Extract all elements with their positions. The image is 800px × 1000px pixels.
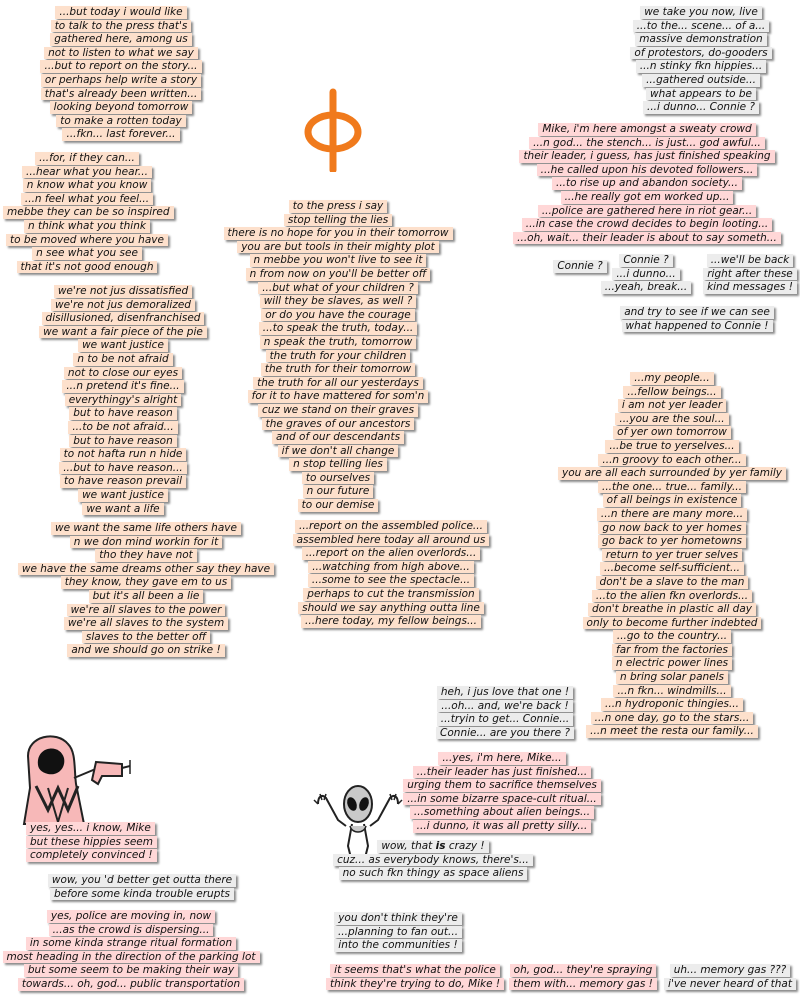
reporter-spraying — [508, 964, 658, 991]
speech-line: n our future — [303, 485, 374, 498]
reporter-convinced — [26, 822, 186, 863]
anchor-crazy — [328, 840, 538, 881]
speech-line: to talk to the press that's — [51, 20, 192, 33]
speech-line: kind messages ! — [703, 281, 797, 294]
speech-line: ...hear what you hear... — [22, 166, 152, 179]
speech-line: i've never heard of that — [664, 978, 796, 991]
speech-line: n we don mind workin for it — [70, 536, 222, 549]
speech-line: they know, they gave em to us — [61, 576, 231, 589]
speech-line: uh... memory gas ??? — [670, 964, 791, 977]
speech-line: of all beings in existence — [603, 494, 742, 507]
speech-line: to have reason prevail — [60, 475, 186, 488]
speech-line: disillusioned, disenfranchised — [42, 312, 205, 325]
speech-line: we're not jus dissatisfied — [54, 285, 192, 298]
speech-line: we want a fair piece of the pie — [39, 326, 207, 339]
speech-line: n to be not afraid — [73, 353, 172, 366]
speech-line: ...n meet the resta our family... — [586, 725, 758, 738]
speech-line: don't be a slave to the man — [596, 576, 749, 589]
speech-line: but to have reason — [69, 435, 177, 448]
speech-line: ...watching from high above... — [308, 561, 474, 574]
speech-line: ...to the... scene... of a... — [633, 20, 770, 33]
speech-line: most heading in the direction of the parking lot — [3, 951, 260, 964]
speech-line: ...their leader has just finished... — [413, 766, 591, 779]
speech-line: you are all each surrounded by yer family — [558, 467, 786, 480]
speech-line: but to have reason — [69, 407, 177, 420]
speech-line: ...some to see the spectacle... — [308, 574, 474, 587]
speech-line: ...be true to yerselves... — [605, 440, 738, 453]
speech-line: tho they have not — [95, 549, 197, 562]
speech-line: ...the one... true... family... — [598, 481, 746, 494]
speech-line: the truth for your children — [266, 350, 411, 363]
speech-line: ...oh, wait... their leader is about to say someth... — [513, 232, 781, 245]
speech-line: think they're trying to do, Mike ! — [326, 978, 504, 991]
speech-line: them with... memory gas ! — [509, 978, 657, 991]
speech-line: ...but to report on the story... — [40, 60, 201, 73]
speech-line: ...but what of your children ? — [258, 282, 418, 295]
speech-line: ...something about alien beings... — [410, 806, 594, 819]
speech-line: ...as the crowd is dispersing... — [49, 924, 214, 937]
speech-line: wow, that is crazy ! — [377, 840, 488, 853]
speech-line: to our demise — [298, 499, 379, 512]
speech-line: n speak the truth, tomorrow — [260, 336, 416, 349]
speech-line: perhaps to cut the transmission — [303, 588, 478, 601]
speech-line: n stop telling lies — [289, 458, 387, 471]
speech-line: ...report on the alien overlords... — [302, 547, 481, 560]
speech-line: ...here today, my fellow beings... — [301, 615, 481, 628]
speech-line: everythingy's alright — [65, 394, 182, 407]
speech-line: n think what you think — [24, 220, 150, 233]
speech-line: ...report on the assembled police... — [295, 520, 487, 533]
speech-line: not to listen to what we say — [44, 47, 198, 60]
anchor-connie-break — [598, 254, 694, 295]
speech-line: yes, police are moving in, now — [47, 910, 215, 923]
speech-line: n from now on you'll be better off — [246, 268, 431, 281]
speech-line: to be moved where you have — [6, 234, 168, 247]
speech-line: to not hafta run n hide — [60, 448, 187, 461]
speech-line: ...he really got em worked up... — [561, 191, 734, 204]
speech-line: but these hippies seem — [26, 836, 157, 849]
speech-line: wow, you 'd better get outta there — [48, 874, 236, 887]
speech-hear-what — [3, 152, 171, 274]
speech-line: go now back to yer homes — [598, 522, 745, 535]
speech-line: to the press i say — [289, 200, 388, 213]
speech-line: of protestors, do-gooders — [630, 47, 771, 60]
anchor-try-to-see — [612, 306, 782, 333]
speech-line: ...to speak the truth, today... — [259, 322, 418, 335]
speech-line: before some kinda trouble erupts — [50, 888, 234, 901]
speech-line: assembled here today all around us — [293, 534, 490, 547]
speech-dissatisfied — [32, 285, 214, 516]
speech-line: ...gathered outside... — [642, 74, 760, 87]
speech-line: we take you now, live — [640, 6, 762, 19]
speech-my-people — [552, 372, 792, 739]
speech-line: the truth for all our yesterdays — [253, 377, 423, 390]
reporter-police-moving — [0, 910, 262, 992]
speech-line: ...my people... — [630, 372, 713, 385]
phi-logo-icon — [300, 88, 366, 172]
speech-line: we're all slaves to the system — [64, 617, 228, 630]
speech-line: ...but today i would like — [55, 6, 186, 19]
speech-line: cuz... as everybody knows, there's... — [333, 854, 533, 867]
speech-line: n know what you know — [23, 179, 152, 192]
speech-line: that it's not good enough — [17, 261, 158, 274]
speech-line: right after these — [703, 268, 797, 281]
speech-line: cuz we stand on their graves — [258, 404, 418, 417]
speech-line: ...for, if they can... — [35, 152, 139, 165]
speech-line: urging them to sacrifice themselves — [403, 779, 601, 792]
speech-line: go back to yer hometowns — [598, 535, 746, 548]
reporter-mike-report — [512, 123, 782, 245]
speech-line: mebbe they can be so inspired — [3, 206, 174, 219]
speech-line: Mike, i'm here amongst a sweaty crowd — [538, 123, 755, 136]
speech-line: into the communities ! — [334, 939, 461, 952]
speech-line: n see what you see — [32, 247, 142, 260]
speech-line: ...in case the crowd decides to begin looting... — [522, 218, 773, 231]
anchor-get-outta — [44, 874, 240, 901]
speech-line: no such fkn thingy as space aliens — [339, 867, 528, 880]
speech-line: ...i dunno, it was all pretty silly... — [413, 820, 592, 833]
speech-line: to ourselves — [302, 472, 374, 485]
speech-line: n mebbe you won't live to see it — [250, 254, 427, 267]
speech-same-life — [8, 522, 284, 658]
speech-line: ...to rise up and abandon society... — [552, 177, 742, 190]
speech-line: you are but tools in their mighty plot — [237, 241, 439, 254]
speech-line: the truth for their tomorrow — [261, 363, 415, 376]
anchor-love-that-one — [430, 686, 580, 740]
speech-line: and try to see if we can see — [620, 306, 774, 319]
speech-line: ...n fkn... windmills... — [613, 685, 730, 698]
speech-line: and of our descendants — [272, 431, 404, 444]
anchor-be-back — [698, 254, 800, 295]
speech-line: stop telling the lies — [284, 214, 392, 227]
speech-line: or perhaps help write a story — [41, 74, 201, 87]
speech-line: i am not yer leader — [618, 399, 726, 412]
reporter-yes-mike — [402, 752, 602, 834]
speech-line: ...police are gathered here in riot gear... — [538, 205, 756, 218]
speech-to-the-press — [218, 200, 458, 513]
speech-line: yes, yes... i know, Mike — [26, 822, 155, 835]
speech-line: if we don't all change — [278, 445, 399, 458]
speech-line: ...but to have reason... — [59, 462, 187, 475]
speech-line: their leader, i guess, has just finished speaking — [519, 150, 774, 163]
speech-line: that's already been written... — [41, 88, 202, 101]
speech-line: you don't think they're — [334, 912, 462, 925]
speech-line: ...oh... and, we're back ! — [437, 700, 572, 713]
speech-line: will they be slaves, as well ? — [260, 295, 417, 308]
speech-line: ...n god... the stench... is just... god awful... — [529, 137, 765, 150]
speech-line: to make a rotten today — [56, 115, 185, 128]
speech-line: ...n stinky fkn hippies... — [636, 60, 766, 73]
speech-line: towards... oh, god... public transportation — [18, 978, 244, 991]
speech-line: ...n feel what you feel... — [21, 193, 153, 206]
speech-line: not to close our eyes — [64, 367, 182, 380]
speech-line: only to become further indebted — [583, 617, 762, 630]
speech-line: what happened to Connie ! — [622, 320, 773, 333]
speech-line: we want a life — [82, 503, 163, 516]
speech-line: ...fkn... last forever... — [62, 128, 179, 141]
speech-line: or do you have the courage — [261, 309, 415, 322]
speech-line: oh, god... they're spraying — [510, 964, 657, 977]
speech-line: slaves to the better off — [82, 631, 210, 644]
speech-line: but it's all been a lie — [89, 590, 204, 603]
speech-line: ...in some bizarre space-cult ritual... — [403, 793, 601, 806]
speech-line: ...go to the country... — [613, 630, 731, 643]
speech-line: we're all slaves to the power — [67, 604, 226, 617]
speech-line: and we should go on strike ! — [67, 644, 224, 657]
speech-line: ...tryin to get... Connie... — [437, 713, 574, 726]
speech-report-police — [286, 520, 496, 629]
speech-line: ...n groovy to each other... — [598, 454, 745, 467]
speech-line: for it to have mattered for som'n — [248, 390, 429, 403]
speech-line: should we say anything outta line — [298, 602, 484, 615]
speech-line: don't breathe in plastic all day — [588, 603, 756, 616]
speech-line: of yer own tomorrow — [613, 426, 731, 439]
speech-line: looking beyond tomorrow — [50, 101, 193, 114]
anchor-fan-out — [330, 912, 466, 953]
speech-line: we want the same life others have — [51, 522, 241, 535]
speech-line: the graves of our ancestors — [262, 418, 415, 431]
speech-line: far from the factories — [612, 644, 732, 657]
hooded-figure-icon — [18, 728, 138, 828]
speech-line: we're not jus demoralized — [51, 299, 195, 312]
speech-line: ...fellow beings... — [623, 386, 720, 399]
reporter-police-think — [326, 964, 504, 991]
speech-line: ...yeah, break... — [601, 281, 691, 294]
speech-line: Connie... are you there ? — [436, 727, 574, 740]
speech-line: gathered here, among us — [50, 33, 192, 46]
speech-line: there is no hope for you in their tomorrow — [224, 227, 453, 240]
anchor-memory-gas — [664, 964, 796, 991]
speech-line: ...to the alien fkn overlords... — [592, 590, 752, 603]
speech-line: Connie ? — [553, 260, 606, 273]
speech-line: we want justice — [78, 489, 168, 502]
speech-line: ...become self-sufficient... — [600, 562, 744, 575]
speech-line: ...we'll be back — [707, 254, 794, 267]
speech-line: ...n there are many more... — [597, 508, 747, 521]
speech-line: but some seem to be making their way — [24, 964, 238, 977]
speech-line: completely convinced ! — [26, 849, 157, 862]
speech-line: we want justice — [78, 339, 168, 352]
speech-line: n bring solar panels — [616, 671, 728, 684]
news-anchor-intro — [626, 6, 776, 115]
speech-line: ...yes, i'm here, Mike... — [438, 752, 565, 765]
speech-line: return to yer truer selves — [602, 549, 742, 562]
speech-line: it seems that's what the police — [330, 964, 500, 977]
speech-press-intro — [28, 6, 214, 142]
speech-line: ...planning to fan out... — [334, 926, 462, 939]
speech-line: ...i dunno... Connie ? — [643, 101, 759, 114]
speech-line: we have the same dreams other say they have — [18, 563, 274, 576]
speech-line: Connie ? — [619, 254, 672, 267]
speech-line: ...to be not afraid... — [68, 421, 177, 434]
speech-line: ...n hydroponic thingies... — [601, 698, 743, 711]
speech-line: ...you are the soul... — [615, 413, 728, 426]
speech-line: heh, i jus love that one ! — [437, 686, 573, 699]
speech-line: ...he called upon his devoted followers... — [537, 164, 758, 177]
speech-line: ...n one day, go to the stars... — [591, 712, 754, 725]
speech-line: ...i dunno... — [612, 268, 679, 281]
speech-line: massive demonstration — [635, 33, 766, 46]
speech-line: what appears to be — [646, 88, 756, 101]
speech-line: ...n pretend it's fine... — [62, 380, 183, 393]
speech-line: n electric power lines — [612, 657, 732, 670]
speech-line: in some kinda strange ritual formation — [26, 937, 236, 950]
